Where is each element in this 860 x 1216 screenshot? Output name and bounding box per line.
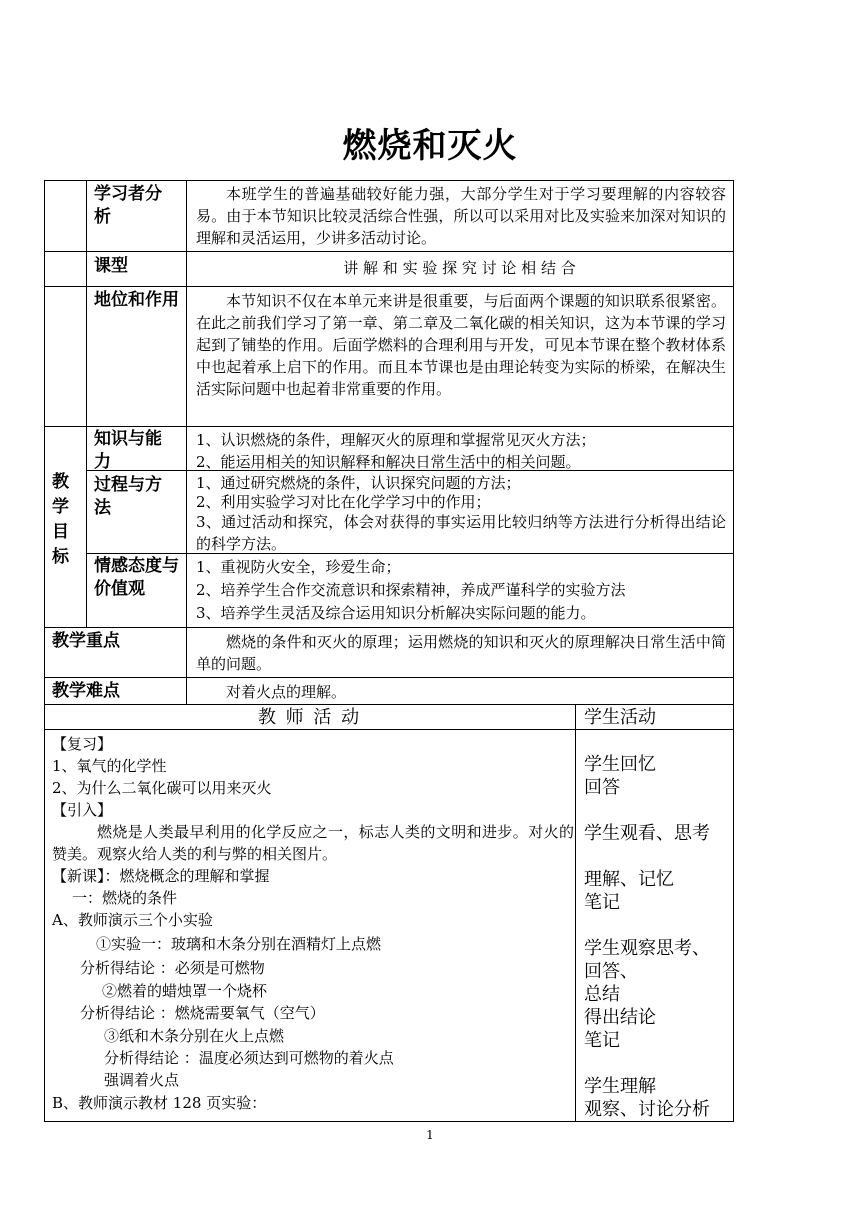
student-line: 笔记 bbox=[584, 892, 620, 913]
student-line: 学生观看、思考 bbox=[584, 823, 710, 844]
rule-bottom bbox=[44, 1121, 734, 1122]
student-line: 笔记 bbox=[584, 1030, 620, 1051]
teacher-line: 【新课】：燃烧概念的理解和掌握 bbox=[52, 867, 270, 885]
position-label: 地位和作用 bbox=[94, 290, 179, 310]
teacher-line: 【复习】 bbox=[52, 735, 113, 753]
teacher-line: 一：燃烧的条件 bbox=[72, 889, 178, 907]
teacher-line: ②燃着的蜡烛罩一个烧杯 bbox=[102, 982, 268, 1000]
rule-after-keypoints bbox=[44, 677, 734, 678]
teacher-line: 【引入】 bbox=[52, 801, 113, 819]
rule-top bbox=[44, 180, 734, 181]
difficulty-text: 对着火点的理解。 bbox=[226, 683, 347, 701]
student-activity-header: 学生活动 bbox=[584, 707, 656, 728]
teacher-line: 分析得结论 ：燃烧需要氧气（空气） bbox=[80, 1004, 325, 1022]
student-line: 学生理解 bbox=[584, 1076, 656, 1097]
rule-right bbox=[733, 180, 734, 1122]
page-number: 1 bbox=[426, 1128, 434, 1142]
rule-left bbox=[44, 180, 45, 1122]
knowledge-line-2: 2、能运用相关的知识解释和解决日常生活中的相关问题。 bbox=[196, 453, 581, 471]
emotion-line-2: 2、培养学生合作交流意识和探索精神，养成严谨科学的实验方法 bbox=[196, 581, 626, 599]
student-line: 回答 bbox=[584, 777, 620, 798]
student-line: 回答、 bbox=[584, 961, 638, 982]
lesson-type-text: 讲 解 和 实 验 探 究 讨 论 相 结 合 bbox=[343, 259, 576, 277]
teacher-line: ③纸和木条分别在火上点燃 bbox=[104, 1027, 285, 1045]
knowledge-label: 知识与能 力 bbox=[94, 429, 162, 472]
emotion-line-1: 1、重视防火安全，珍爱生命； bbox=[196, 558, 401, 576]
rule-after-type bbox=[44, 286, 734, 287]
teacher-line: A、教师演示三个小实验 bbox=[52, 911, 213, 929]
page-title: 燃烧和灭火 bbox=[342, 126, 518, 166]
emotion-label: 情感态度与价值观 bbox=[94, 556, 179, 599]
teacher-line: 分析得结论 ：必须是可燃物 bbox=[80, 959, 265, 977]
teacher-line: 2、为什么二氧化碳可以用来灭火 bbox=[52, 779, 272, 797]
learner-label: 学习者分析 bbox=[94, 184, 162, 227]
teacher-line: B、教师演示教材 128 页实验： bbox=[52, 1094, 267, 1112]
lesson-type-label: 课型 bbox=[94, 256, 128, 276]
student-line: 学生观察思考、 bbox=[584, 938, 710, 959]
process-line-1: 1、通过研究燃烧的条件，认识探究问题的方法； bbox=[196, 474, 521, 492]
knowledge-line-1: 1、认识燃烧的条件，理解灭火的原理和掌握常见灭火方法； bbox=[196, 431, 596, 449]
process-line-2: 2、利用实验学习对比在化学学习中的作用； bbox=[196, 493, 491, 511]
rule-after-goals bbox=[44, 627, 734, 628]
student-line: 总结 bbox=[584, 984, 620, 1005]
rule-col-student bbox=[575, 704, 576, 1122]
rule-col-a bbox=[86, 180, 87, 627]
teacher-line: 燃烧是人类最早利用的化学反应之一，标志人类的文明和进步。对火的赞美。观察火给人类的利与弊的相关图片。 bbox=[52, 823, 574, 863]
key-points-text: 燃烧的条件和灭火的原理；运用燃烧的知识和灭火的原理解决日常生活中简单的问题。 bbox=[196, 633, 726, 673]
student-line: 理解、记忆 bbox=[584, 869, 674, 890]
rule-after-activity-header bbox=[44, 729, 734, 730]
teacher-line: 强调着火点 bbox=[104, 1071, 180, 1089]
key-points-label: 教学重点 bbox=[52, 631, 120, 651]
student-line: 学生回忆 bbox=[584, 754, 656, 775]
student-line: 得出结论 bbox=[584, 1007, 656, 1028]
emotion-line-3: 3、培养学生灵活及综合运用知识分析解决实际问题的能力。 bbox=[196, 604, 596, 622]
process-label: 过程与方 法 bbox=[94, 475, 162, 518]
process-line-3: 3、通过活动和探究，体会对获得的事实运用比较归纳等方法进行分析得出结论的科学方法。 bbox=[196, 513, 726, 553]
student-line: 观察、讨论分析 bbox=[584, 1099, 710, 1120]
teacher-line: 分析得结论 ：温度必须达到可燃物的着火点 bbox=[104, 1049, 394, 1067]
teacher-activity-header: 教 师 活 动 bbox=[257, 707, 362, 728]
goals-group-label: 教学目标 bbox=[52, 472, 69, 567]
rule-after-position bbox=[44, 426, 734, 427]
learner-text: 本班学生的普遍基础较好能力强，大部分学生对于学习要理解的内容较容易。由于本节知识比较灵活综合性强，所以可以采用对比及实验来加深对知识的理解和灵活运用，少讲多活动讨论。 bbox=[196, 185, 726, 247]
difficulty-label: 教学难点 bbox=[52, 681, 120, 701]
rule-after-difficulty bbox=[44, 704, 734, 705]
teacher-line: 1、氧气的化学性 bbox=[52, 757, 167, 775]
lesson-plan-table bbox=[44, 180, 734, 1122]
position-text: 本节知识不仅在本单元来讲是很重要，与后面两个课题的知识联系很紧密。在此之前我们学习了第一章、第二章及二氧化碳的相关知识，这为本节课的学习起到了铺垫的作用。后面学燃料的合理利用与开发，可见本节课在整个教材体系中也起着承上启下的作用。而且本节课也是由理论转变为实际的桥梁，在解决生活实际问题中也起着非常重要的作用。 bbox=[196, 292, 726, 398]
rule-after-learner bbox=[44, 251, 734, 252]
teacher-line: ①实验一：玻璃和木条分别在酒精灯上点燃 bbox=[96, 935, 382, 953]
